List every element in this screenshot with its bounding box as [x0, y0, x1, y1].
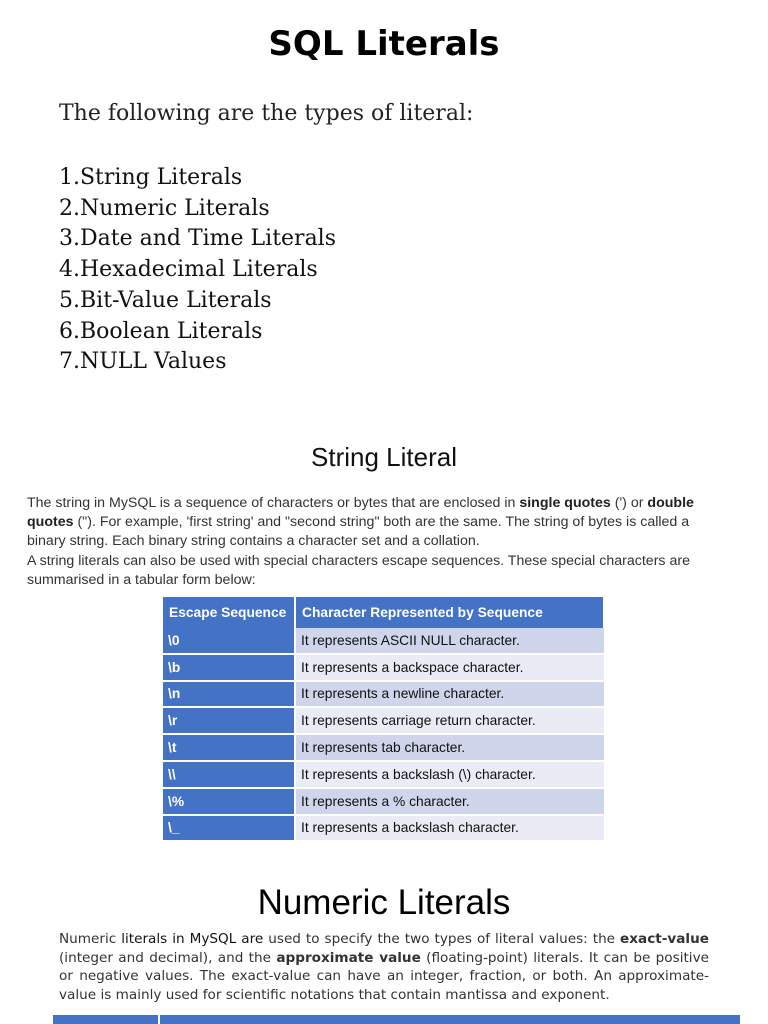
list-item: 7.NULL Values	[59, 349, 227, 375]
numeric-literals-heading: Numeric Literals	[257, 883, 511, 922]
string-paragraph-2: A string literals can also be used with special characters escape sequences. These special characters are summarised in a tabular form below:	[27, 552, 690, 588]
table-row	[163, 734, 604, 761]
text-span: (integer and decimal), and the	[59, 949, 277, 966]
column-divider	[158, 1015, 160, 1024]
literal-types-list	[59, 163, 336, 378]
escape-cell: \0	[163, 628, 295, 654]
bold-text: approximate value	[276, 949, 421, 966]
text-span: Numeric	[59, 931, 122, 947]
list-item: 2.Numeric Literals	[59, 195, 270, 221]
description-cell: It represents a % character.	[295, 788, 604, 815]
table-row	[163, 681, 604, 708]
description-cell: It represents tab character.	[295, 734, 604, 761]
list-item: 4.Hexadecimal Literals	[59, 257, 318, 283]
table-header-row	[163, 597, 604, 628]
description-cell: It represents carriage return character.	[295, 707, 604, 734]
escape-cell: \b	[163, 654, 295, 681]
table-row	[163, 707, 604, 734]
escape-cell: \\	[163, 761, 295, 788]
column-header: Escape Sequence	[163, 597, 295, 628]
text-span: (') or	[610, 495, 648, 511]
table-row	[163, 628, 604, 654]
table-row	[163, 815, 604, 842]
description-cell: It represents a backslash (\) character.	[295, 761, 604, 788]
cropped-table-header	[53, 1015, 740, 1024]
description-cell: It represents ASCII NULL character.	[295, 628, 604, 654]
text-span: The string in MySQL is a sequence of characters or bytes that are enclosed in	[27, 495, 520, 511]
string-literal-description	[27, 494, 705, 590]
description-cell: It represents a backspace character.	[295, 654, 604, 681]
string-literal-heading: String Literal	[311, 442, 457, 472]
escape-sequence-table	[163, 597, 605, 842]
intro-text: The following are the types of literal:	[59, 101, 474, 126]
table-row	[163, 761, 604, 788]
description-cell: It represents a newline character.	[295, 681, 604, 708]
description-cell: It represents a backslash character.	[295, 815, 604, 842]
escape-cell: \n	[163, 681, 295, 708]
bold-text: exact-value	[620, 931, 709, 947]
escape-cell: \t	[163, 734, 295, 761]
list-item: 3.Date and Time Literals	[59, 226, 337, 252]
text-span: literals in MySQL are	[121, 931, 264, 947]
text-span: ("). For example, 'first string' and "second string" both are the same. The string of bytes is called a binary string. Each binary string contains a character set and a collation.	[27, 514, 690, 550]
escape-cell: \_	[163, 815, 295, 842]
table-row	[163, 788, 604, 815]
page-title: SQL Literals	[268, 24, 500, 64]
table-row	[163, 654, 604, 681]
text-span: used to specify the two types of literal values: the	[263, 931, 621, 947]
string-paragraph-1	[27, 494, 705, 552]
numeric-literals-description	[59, 930, 709, 1016]
escape-cell: \%	[163, 788, 295, 815]
column-header: Character Represented by Sequence	[295, 597, 604, 628]
list-item: 6.Boolean Literals	[59, 318, 263, 344]
list-item: 1.String Literals	[59, 165, 243, 190]
list-item: 5.Bit-Value Literals	[59, 287, 272, 313]
escape-cell: \r	[163, 707, 295, 734]
bold-text: double quotes	[27, 495, 694, 531]
text-span: (floating-point) literals. It can be positive or negative values. The exact-value can have an integer, fraction, or both. An approximate-value is mainly used for scientific notations that contain mantissa and exponent.	[59, 949, 709, 1003]
bold-text: single quotes	[519, 495, 611, 511]
